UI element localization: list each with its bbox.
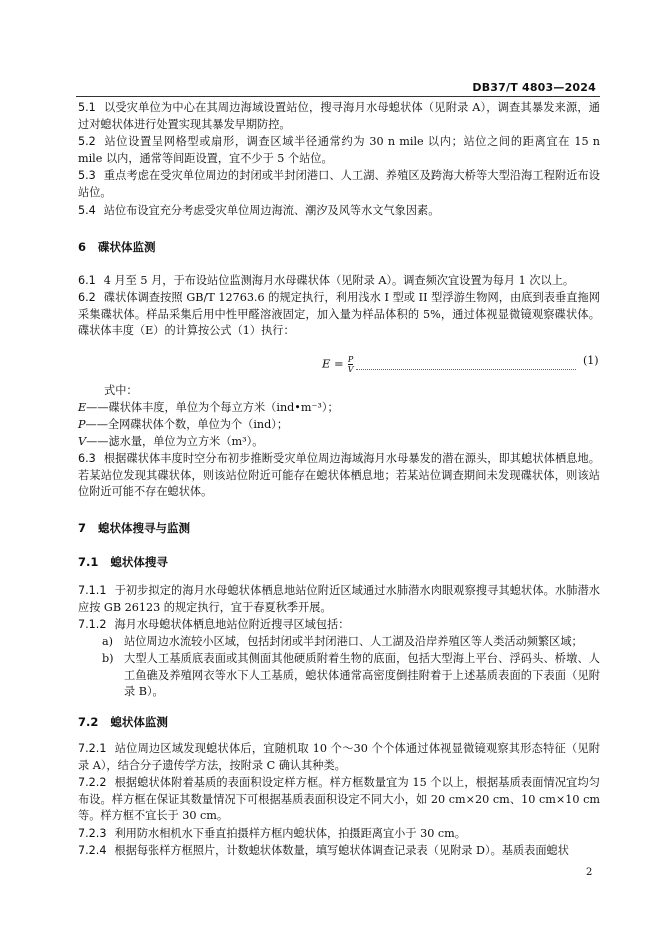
list-item-b: b) 大型人工基质底表面或其侧面其他硬质附着生物的底面，包括大型海上平台、浮码头、桥墩、人工鱼礁及养殖网衣等水下人工基质，螅状体通常高密度倒挂附着于上述基质表面的下表面（见附录 B）。 (102, 652, 600, 698)
def-e: E——碟状体丰度，单位为个每立方米（ind•m⁻³）； (78, 401, 339, 414)
section-7-heading: 7 螅状体搜寻与监测 (78, 521, 191, 535)
clause-5-4: 5.4 站位布设宜充分考虑受灾单位周边海流、潮汐及风等水文气象因素。 (78, 204, 440, 217)
clause-7-2-4: 7.2.4 根据每张样方框照片，计数螅状体数量，填写螅状体调查记录表（见附录 D）。基质表面螅状 (78, 844, 569, 857)
clause-5-2: 5.2 站位设置呈网格型或扇形，调查区域半径通常约为 30 n mile 以内；站位之间的距离宜在 15 n mile 以内，通常等间距设置，宜不少于 5 个站位。 (78, 135, 600, 165)
def-v: V——滤水量，单位为立方米（m³）。 (78, 435, 264, 448)
clause-5-3: 5.3 重点考虑在受灾单位周边的封闭或半封闭港口、人工湖、养殖区及跨海大桥等大型沿海工程附近布设站位。 (78, 169, 600, 199)
eq-denominator: V (347, 365, 354, 374)
def-p: P——全网碟状体个数，单位为个（ind）； (78, 418, 289, 431)
where-label: 式中： (104, 384, 138, 397)
clause-7-1-1: 7.1.1 于初步拟定的海月水母螅状体栖息地站位附近区域通过水肺潜水肉眼观察搜寻其螅状体。水肺潜水应按 GB 26123 的规定执行，宜于春夏秋季开展。 (78, 584, 600, 614)
page-number: 2 (586, 867, 593, 878)
list-item-a: a) 站位周边水流较小区域，包括封闭或半封闭港口、人工湖及沿岸养殖区等人类活动频繁区域； (102, 635, 583, 648)
section-7-2-heading: 7.2 螅状体监测 (78, 715, 168, 729)
header-rule (76, 96, 600, 97)
eq-numerator: P (347, 355, 354, 364)
document-id: DB37/T 4803—2024 (472, 81, 596, 94)
clause-6-1: 6.1 4 月至 5 月，于布设站位监测海月水母碟状体（见附录 A）。调查频次宜设置为每月 1 次以上。 (78, 274, 575, 287)
clause-7-2-2: 7.2.2 根据螅状体附着基质的表面积设定样方框。样方框数量宜为 15 个以上，根据基质表面情况宜均匀布设。样方框在保证其数量情况下可根据基质表面积设定不同大小，如 20 cm×20 cm、10 cm×10 cm 等。样方框不宜长于 30 cm。 (78, 776, 600, 822)
clause-7-1-2: 7.1.2 海月水母螅状体栖息地站位附近搜寻区域包括： (78, 618, 350, 631)
clause-7-2-1: 7.2.1 站位周边区域发现螅状体后，宜随机取 10 个～30 个个体通过体视显微镜观察其形态特征（见附录 A），结合分子遗传学方法，按附录 C 确认其种类。 (78, 742, 600, 772)
clause-6-3: 6.3 根据碟状体丰度时空分布初步推断受灾单位周边海域海月水母暴发的潜在源头，即其螅状体栖息地。若某站位发现其碟状体，则该站位附近可能存在螅状体栖息地；若某站位调查期间未发现碟状体，则该站位附近可能不存在螅状体。 (78, 452, 600, 498)
section-7-1-heading: 7.1 螅状体搜寻 (78, 555, 168, 569)
clause-5-1: 5.1 以受灾单位为中心在其周边海域设置站位，搜寻海月水母螅状体（见附录 A），调查其暴发来源，通过对螅状体进行处置实现其暴发早期防控。 (78, 101, 600, 131)
clause-7-2-3: 7.2.3 利用防水相机水下垂直拍摄样方框内螅状体，拍摄距离宜小于 30 cm。 (78, 827, 466, 840)
section-6-heading: 6 碟状体监测 (78, 240, 156, 254)
equation-number: (1) (583, 354, 599, 367)
equation-1: $E = \frac{P}{V}$ (322, 355, 354, 374)
clause-6-2: 6.2 碟状体调查按照 GB/T 12763.6 的规定执行，利用浅水 I 型或 II 型浮游生物网，由底到表垂直拖网采集碟状体。样品采集后用中性甲醛溶液固定，加入量为样品体积的 5%，通过体视显微镜观察碟状体。碟状体丰度（E）的计算按公式（1）执行： (78, 291, 600, 337)
equation-leader-dots (356, 355, 576, 370)
